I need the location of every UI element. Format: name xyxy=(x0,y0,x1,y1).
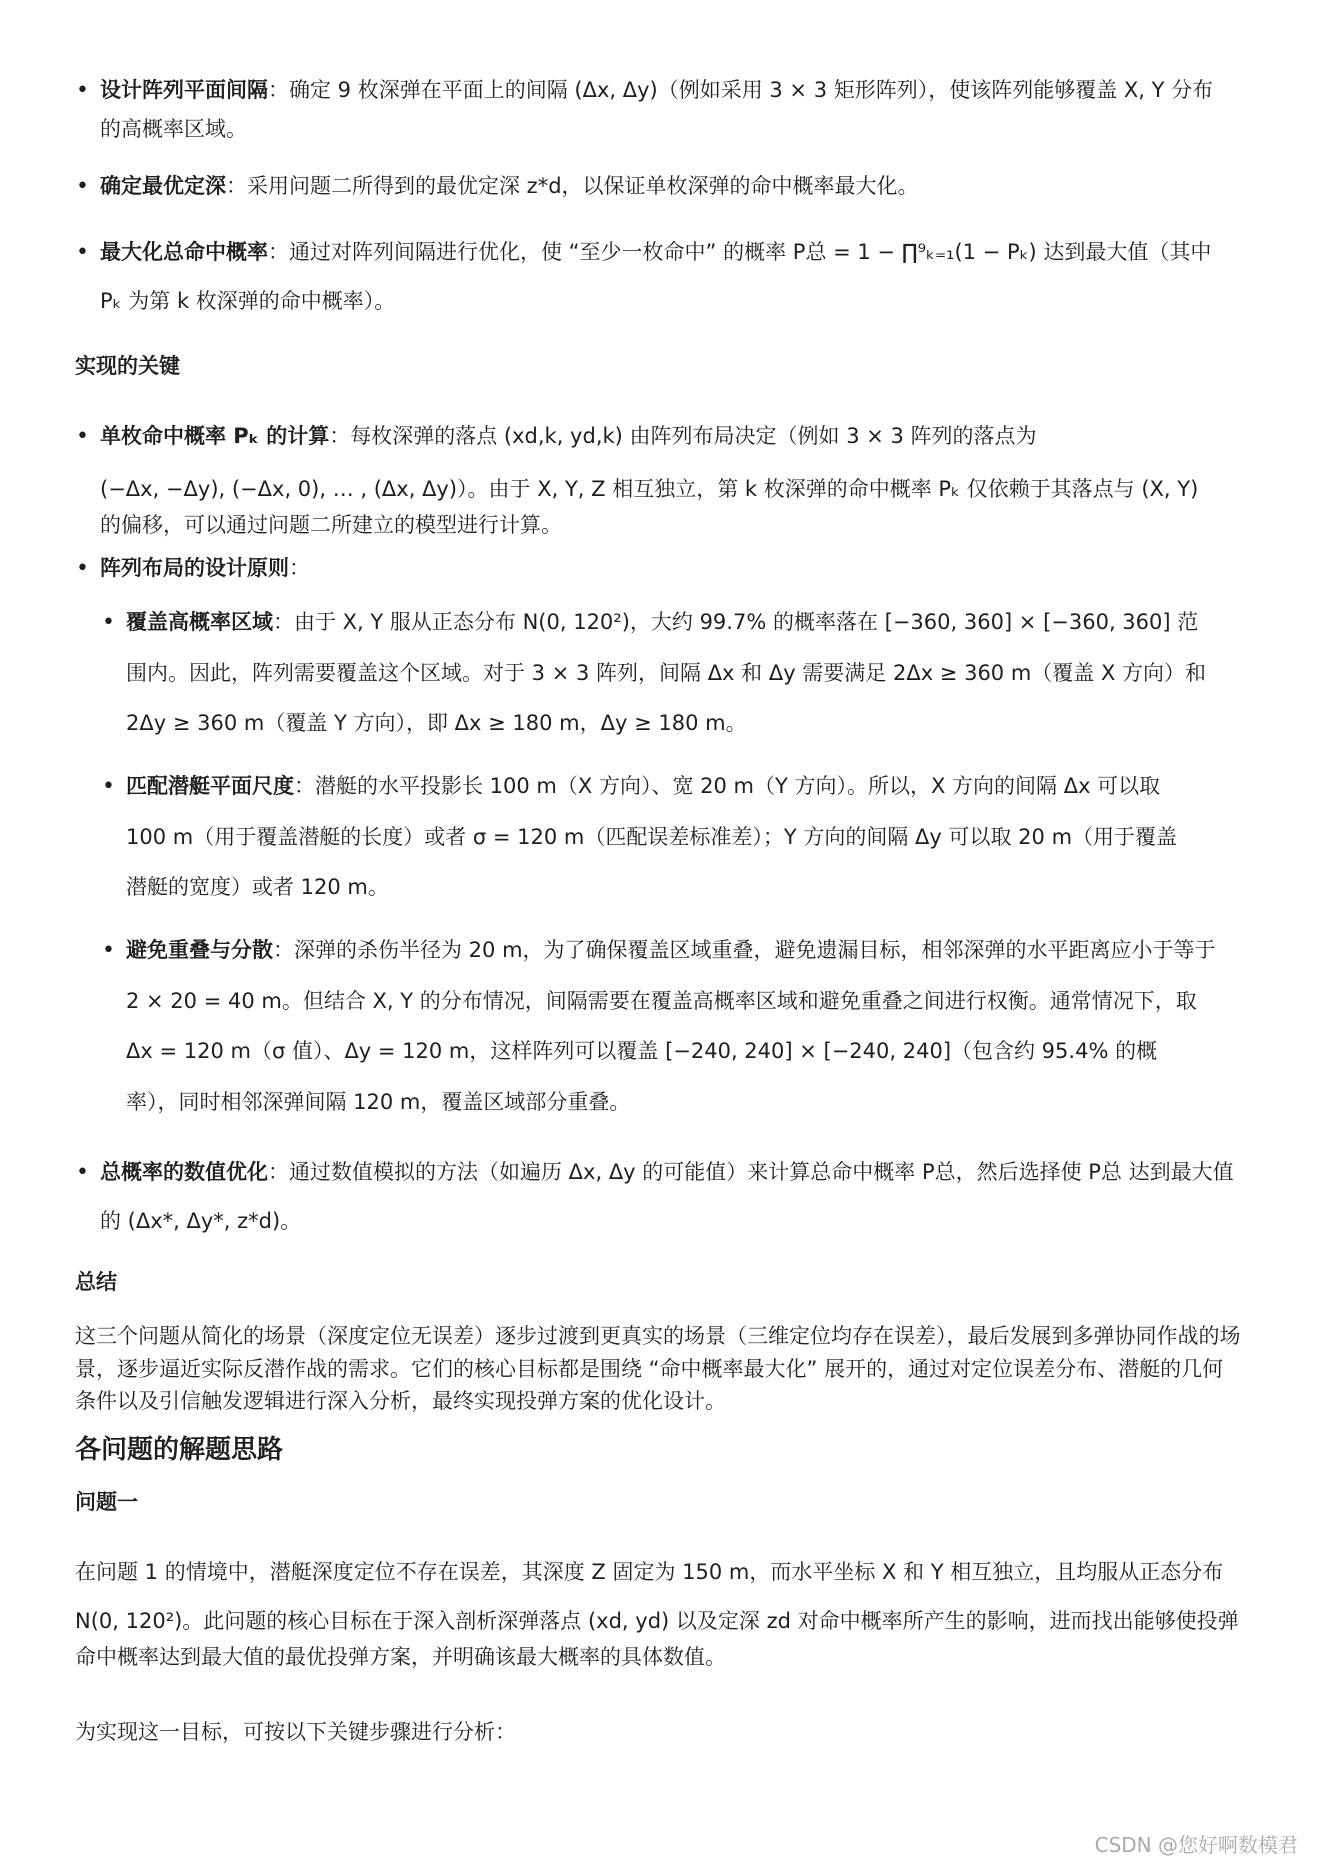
bullet-label: 确定最优定深 xyxy=(100,174,226,198)
bullet-text: 100 m（用于覆盖潜艇的长度）或者 σ = 120 m（匹配误差标准差）；Y 方向的间隔 Δy 可以取 20 m（用于覆盖 xyxy=(126,824,1178,849)
bullet-text: 2Δy ≥ 360 m（覆盖 Y 方向），即 Δx ≥ 180 m，Δy ≥ 180 m。 xyxy=(126,711,747,736)
q1-intro-line: 为实现这一目标，可按以下关键步骤进行分析： xyxy=(75,1720,516,1744)
paragraph-line: 条件以及引信触发逻辑进行深入分析，最终实现投弹方案的优化设计。 xyxy=(75,1389,726,1414)
bullet-text: Pₖ 为第 k 枚深弹的命中概率）。 xyxy=(100,288,396,313)
bullet-dot: • xyxy=(76,240,89,265)
bullet-dot: • xyxy=(76,78,89,103)
bullet-text: ：通过对阵列间隔进行优化，使 “至少一枚命中” 的概率 P总 = 1 − ∏⁹ₖ₌₁(1 − Pₖ) 达到最大值（其中 xyxy=(268,240,1212,264)
bullet-label: 单枚命中概率 Pₖ 的计算 xyxy=(100,424,330,448)
paragraph-line: 这三个问题从简化的场景（深度定位无误差）逐步过渡到更真实的场景（三维定位均存在误差），最后发展到多弹协同作战的场 xyxy=(75,1324,1241,1348)
bullet-label: 匹配潜艇平面尺度 xyxy=(126,774,294,798)
ideas-heading: 各问题的解题思路 xyxy=(75,1435,284,1465)
paragraph-line: 命中概率达到最大值的最优投弹方案，并明确该最大概率的具体数值。 xyxy=(75,1645,726,1670)
bullet-single-prob xyxy=(76,420,1250,542)
bullet-text: 2 × 20 = 40 m。但结合 X, Y 的分布情况，间隔需要在覆盖高概率区域和避免重叠之间进行权衡。通常情况下，取 xyxy=(126,988,1197,1013)
bullet-text: 潜艇的宽度）或者 120 m。 xyxy=(126,875,389,900)
bullet-text: ：确定 9 枚深弹在平面上的间隔 (Δx, Δy)（例如采用 3 × 3 矩形阵列），使该阵列能够覆盖 X, Y 分布 xyxy=(268,78,1214,102)
paragraph-line: 在问题 1 的情境中，潜艇深度定位不存在误差，其深度 Z 固定为 150 m，而水平坐标 X 和 Y 相互独立，且均服从正态分布 xyxy=(75,1560,1224,1584)
bullet-layout-principles xyxy=(76,552,1250,585)
paragraph-line: N(0, 120²)。此问题的核心目标在于深入剖析深弹落点 (xd, yd) 以及定深 zd 对命中概率所产生的影响，进而找出能够使投弹 xyxy=(75,1608,1239,1633)
bullet-text: ：深弹的杀伤半径为 20 m，为了确保覆盖区域重叠，避免遗漏目标，相邻深弹的水平距离应小于等于 xyxy=(273,938,1216,962)
bullet-label: 总概率的数值优化 xyxy=(100,1160,268,1184)
subbullet-coverage xyxy=(102,606,1254,740)
bullet-label: 设计阵列平面间隔 xyxy=(100,78,268,102)
bullet-text: 的 (Δx*, Δy*, z*d)。 xyxy=(100,1208,302,1233)
bullet-text: Δx = 120 m（σ 值）、Δy = 120 m，这样阵列可以覆盖 [−240, 240] × [−240, 240]（包含约 95.4% 的概 xyxy=(126,1039,1158,1064)
bullet-text: 的高概率区域。 xyxy=(100,116,247,141)
bullet-dot: • xyxy=(102,610,115,635)
bullet-optimal-depth xyxy=(76,170,1250,203)
bullet-text: ：由于 X, Y 服从正态分布 N(0, 120²)，大约 99.7% 的概率落在 [−360, 360] × [−360, 360] 范 xyxy=(273,610,1199,634)
bullet-label: 避免重叠与分散 xyxy=(126,938,273,962)
section-heading-keys: 实现的关键 xyxy=(75,354,180,378)
bullet-dot: • xyxy=(76,556,89,581)
bullet-numeric-opt xyxy=(76,1156,1250,1237)
summary-paragraph xyxy=(75,1320,1255,1418)
bullet-text: ： xyxy=(289,556,310,580)
subbullet-overlap xyxy=(102,934,1254,1118)
q1-paragraph xyxy=(75,1556,1255,1674)
bullet-label: 覆盖高概率区域 xyxy=(126,610,273,634)
bullet-array-spacing xyxy=(76,74,1250,145)
bullet-text: 率），同时相邻深弹间隔 120 m，覆盖区域部分重叠。 xyxy=(126,1089,631,1114)
bullet-max-total-prob xyxy=(76,236,1250,317)
paragraph-line: 景，逐步逼近实际反潜作战的需求。它们的核心目标都是围绕 “命中概率最大化” 展开的，通过对定位误差分布、潜艇的几何 xyxy=(75,1356,1224,1381)
bullet-text: (−Δx, −Δy), (−Δx, 0), … , (Δx, Δy)）。由于 X, Y, Z 相互独立，第 k 枚深弹的命中概率 Pₖ 仅依赖于其落点与 (X, Y) xyxy=(100,476,1199,501)
bullet-text: ：潜艇的水平投影长 100 m（X 方向）、宽 20 m（Y 方向）。所以，X 方向的间隔 Δx 可以取 xyxy=(294,774,1161,798)
bullet-dot: • xyxy=(102,938,115,963)
bullet-dot: • xyxy=(76,174,89,199)
bullet-dot: • xyxy=(76,424,89,449)
csdn-watermark: CSDN @您好啊数模君 xyxy=(1094,1833,1298,1857)
bullet-text: 的偏移，可以通过问题二所建立的模型进行计算。 xyxy=(100,513,562,538)
q1-heading: 问题一 xyxy=(75,1490,138,1514)
bullet-text: ：采用问题二所得到的最优定深 z*d，以保证单枚深弹的命中概率最大化。 xyxy=(226,174,919,198)
bullet-dot: • xyxy=(102,774,115,799)
summary-heading: 总结 xyxy=(75,1270,117,1294)
subbullet-sub-scale xyxy=(102,770,1254,904)
bullet-label: 最大化总命中概率 xyxy=(100,240,268,264)
bullet-label: 阵列布局的设计原则 xyxy=(100,556,289,580)
bullet-text: ：每枚深弹的落点 (xd,k, yd,k) 由阵列布局决定（例如 3 × 3 阵列的落点为 xyxy=(329,424,1037,448)
bullet-text: ：通过数值模拟的方法（如遍历 Δx, Δy 的可能值）来计算总命中概率 P总，然后选择使 P总 达到最大值 xyxy=(268,1160,1234,1184)
bullet-text: 围内。因此，阵列需要覆盖这个区域。对于 3 × 3 阵列，间隔 Δx 和 Δy 需要满足 2Δx ≥ 360 m（覆盖 X 方向）和 xyxy=(126,660,1207,685)
bullet-dot: • xyxy=(76,1160,89,1185)
